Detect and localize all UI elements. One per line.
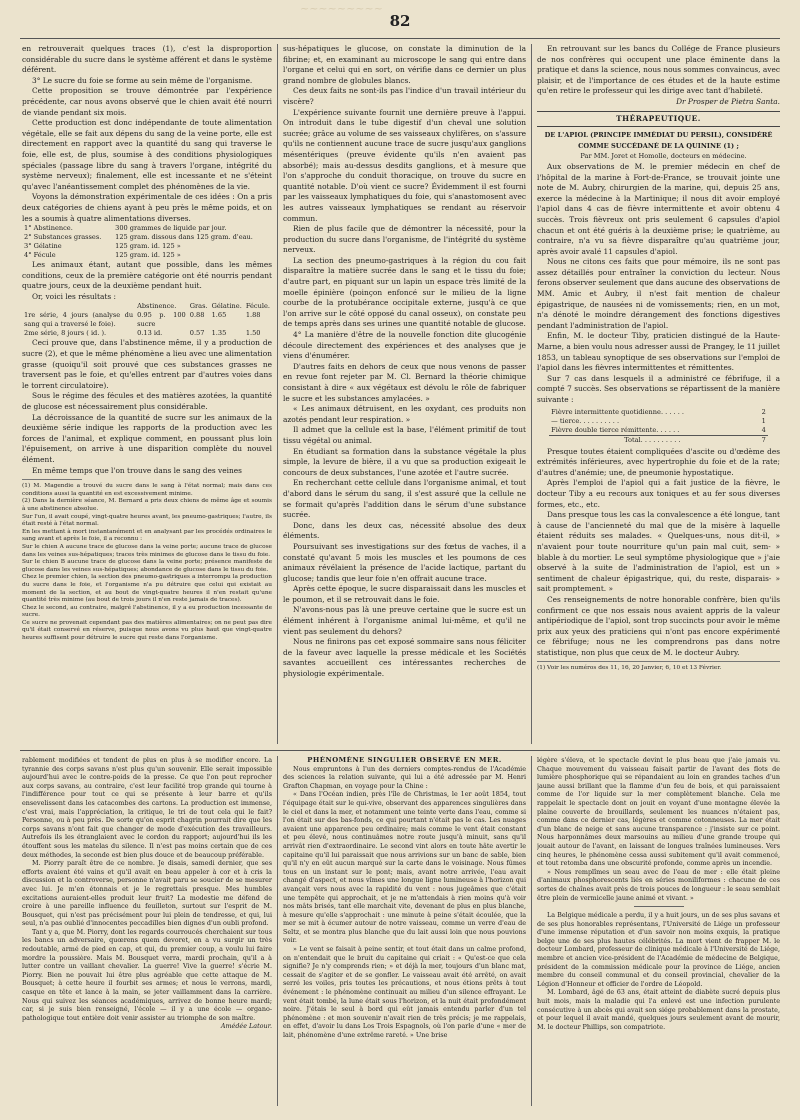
article-title: DE L'APIOL (PRINCIPE IMMÉDIAT DU PERSIL), CONSIDÉRÉ COMME SUCCÉDANÉ DE LA QUININE (1) ; [544,131,773,150]
paragraph: Les animaux étant, autant que possible, dans les mêmes conditions, ceux de la première catégorie ont été nourris pendant quatre jours, ceux de la deuxième pendant huit. [22,260,272,291]
paragraph: N'avons-nous pas là une preuve certaine que le sucre est un élément inhérent à l'organisme animal lui-même, et qu'il ne vient pas seulement du dehors? [283,605,526,636]
paragraph: « Les animaux détruisent, en les oxydant, ces produits non azotés pendant leur respiration. » [283,404,526,424]
table-row [549,417,768,426]
table-cell: 125 gram. dissous dans 125 gram. d'eau. [115,233,253,242]
table-row [22,311,272,329]
article-title: PHÉNOMÈNE SINGULIER OBSERVÉ EN MER. [307,756,502,764]
paragraph: sus-hépatiques le glucose, on constate la diminution de la fibrine; et, en examinant au microscope le sang qui entre dans l'organe et celui qui en sort, on vérifie dans ce dernier un plus grand nombre de globules blancs. [283,44,526,85]
total-label: Total. . . . . . . . . . [549,435,755,445]
table-cell: — tierce. . . . . . . . . . [551,416,620,425]
divider [634,906,684,907]
footnote: Chez le premier chien, la section des pneumo-gastriques a interrompu la production du sucre dans le foie, et l'organisme n'a pu détruire que celui qui existait au moment de la section, et au bout de vingt-quatre heures il n'en restait qu'une quantité très minime (au bout de trois jours il n'en reste jamais de traces). [22,574,272,604]
table-cell: 0.88 [189,311,205,320]
table-cell: 1.88 [245,311,261,320]
paragraph: 3° Le sucre du foie se forme au sein même de l'organisme. [32,75,253,85]
paragraph: rablement modifiées et tendent de plus en plus à se modifier encore. La tyrannie des corps savans n'est plus qu'un souvenir. Elle serait impossible aujourd'hui avec le contre-poids de la presse. Ce que l'on peut reprocher aux corps savans, au contraire, c'est leur facilité trop grande qui tourne à l'indifférence pour tout ce qui se présente à leur barre et qu'ils ensevelissent dans les catacombes des cartons. La production est immense, c'est vrai, mais l'appréciation, la critique, le tri de tout cela qui le fait? Personne, ou à peu près. De sorte qu'on esprit chagrin pourrait dire que les corps savans n'ont fait que changer de mode d'exécution des travailleurs. Autrefois ils les étranglaient avec le cordon du rapport; aujourd'hui ils les étouffent sous les matelas du silence. Il n'est pas moins certain que de ces deux méthodes, la seconde est bien plus douce et de beaucoup préférable. [22,756,272,859]
paragraph: Sous le régime des fécules et des matières azotées, la quantité de glucose est nécessairement plus considérable. [22,391,272,412]
paragraph: en retrouverait quelques traces (1), c'est la disproportion considérable du sucre dans le système afférent et dans le système déférent. [22,44,272,75]
table-cell: 125 gram. id. 125 » [115,251,181,260]
section-rule [20,750,780,751]
paragraph: Il admet que la cellule est la base, l'élément primitif de tout tissu végétal ou animal. [283,425,526,445]
table-cell: 0.13 id. [137,329,163,338]
paragraph: Ceci prouve que, dans l'abstinence même, il y a production de sucre (2), et que le même phénomène a lieu avec une alimentation grasse (quoiqu'il soit prouvé que ces substances grasses ne traversent pas le foie, et qu'elles entrent par d'autres voies dans le torrent circulatoire). [22,338,272,390]
table-cell: 2 [761,407,766,416]
table-cell: 125 gram. id. 125 » [115,242,181,251]
paragraph: M. Lombard, âgé de 63 ans, était atteint de diabète sucré depuis plus huit mois, mais la maladie qui l'a enlevé est une infection purulente consécutive à un abcès qui avait son siége probablement dans la prostate, et pour lequel il avait mandé, quelques jours seulement avant de mourir, M. le docteur Phillips, son compatriote. [537,988,780,1031]
table-row [22,224,272,233]
footnote: (1) Voir les numéros des 11, 16, 20 Janvier, 6, 10 et 13 Février. [537,665,722,672]
table-cell [22,302,135,311]
table-row [22,251,272,260]
paragraph: Cette production est donc indépendante de toute alimentation végétale, elle se fait aux dépens du sang de la veine porte, elle est directement en rapport avec la quantité du sang qui traverse le foie, elle est, de plus, soumise à des conditions physiologiques spéciales (passage libre du sang à travers l'organe, intégrité du système nerveux); finalement, elle est incessante et ne s'éteint qu'avec l'anéantissement complet des phénomènes de la vie. [22,118,272,191]
footnote: (2) Dans la dernière séance, M. Bernard a pris deux chiens de même âge et soumis à une abstinence absolue. [22,498,272,512]
paragraph: Enfin, M. le docteur Tiby, praticien distingué de la Haute-Marne, a bien voulu nous adresser aussi de Prangey, le 11 juillet 1853, un tableau synoptique de ses observations sur l'emploi de l'apiol dans les fièvres intermittentes et rémittentes. [537,331,780,373]
paragraph: Nous ne citons ces faits que pour mémoire, ils ne sont pas assez détaillés pour entraîner la conviction du lecteur. Nous ferons observer seulement que dans aucune des observations de MM. Amic et Aubry, il n'est fait mention de chaleur épigastrique, de nausées ni de vomissements; rien, en un mot, n'a dénoté le moindre dérangement des fonctions digestives pendant l'administration de l'apiol. [537,257,780,330]
paragraph: Dans presque tous les cas la convalescence a été longue, tant à cause de l'ancienneté du mal que de la misère à laquelle étaient réduits ses malades. « Quelques-uns, nous dit-il, » n'avaient pour toute nourriture qu'un pain mal cuit, sem- » blable à du mortier. Le seul symptôme physiologique que » j'aie observé à la suite de l'administration de l'apiol, est un » sentiment de chaleur épigastrique, qui, du reste, disparais- » sait promptement. » [537,510,780,594]
paragraph: » Nous remplîmes un seau avec de l'eau de mer : elle était pleine d'animaux phosphorescents liés en séries moniliformes : chacune de ces sortes de chaînes avait près de trois pouces de longueur : le seau semblait être plein de vermicelle jaune animé et vivant. » [537,867,780,902]
obituary-column [537,756,780,1106]
footnote: En les mettant à mort instantanément et en analysant par les procédés ordinaires le sang avant et après le foie, il a reconnu : [22,528,272,543]
column-3 [537,44,780,744]
column-divider [277,44,278,744]
paragraph: légère s'éleva, et le spectacle devint le plus beau que j'aie jamais vu. Chaque mouvement du vaisseau faisait partir de l'avant des flots de lumière phosphorique qui se répandaient au loin en grandes taches d'un jaune aussi brillant que la flamme d'un feu de bois, et qui paraissaient comme de l'or liquide sur la mer complètement blanche. Cela me rappelait le spectacle dont on jouit en voyant d'une montagne élevée la plaine couverte de brouillards, seulement les nuances n'étaient pas, comme dans ce dernier cas, légères et comme cotonneuses. La mer était d'un blanc de neige et sans aucune transparence : j'insiste sur ce point. Nous harponnâmes deux marsouins au milieu d'une grande troupe qui jouait autour de l'avant, en laissant de longues traînées lumineuses. Vers cinq heures, le phénomène cessa aussi subitement qu'il avait commencé, et tout retomba dans une obscurité profonde, comme après un incendie. [537,756,780,868]
footnote-rule [22,479,82,480]
table-cell: 2° Substances grasses. [24,233,102,242]
table-cell: 300 grammes de liquide par jour. [115,224,227,233]
table-row [22,233,272,242]
column-divider [531,756,532,1106]
table-row [22,329,272,338]
footnote: (1) M. Magendie a trouvé du sucre dans le sang à l'état normal; mais dans ces conditions aussi la quantité en est excessivement minime. [22,483,272,497]
column-divider [531,44,532,744]
header-rule [20,38,780,39]
signature: Dr Prosper de Pietra Santa. [676,96,780,106]
paragraph: Rien de plus facile que de démontrer la nécessité, pour la production du sucre dans l'organisme, de l'intégrité du système nerveux. [283,224,526,255]
paragraph: La décroissance de la quantité de sucre sur les animaux de la deuxième série indique les rapports de la production avec les forces de l'animal, et explique comment, en poussant plus loin l'épuisement, on arrive à une disparition complète du nouvel élément. [22,412,272,464]
table-row [549,408,768,417]
paragraph: La section des pneumo-gastriques à la région du cou fait disparaître la matière sucrée dans le sang et le tissu du foie; d'autre part, en piquant sur un lapin un espace très limité de la moelle épinière (poinçon enfoncé sur le milieu de la ligne courbe de la protubérance occipitale externe, jusqu'à ce que l'on arrive sur le côté opposé du canal osseux), on constate peu de temps après dans ses urines une quantité notable de glucose. [283,255,526,329]
footnote: Sur le chien A aucune trace de glucose dans la veine porte; aucune trace de glucose dans les veines sus-hépatiques; traces très minimes de glucose dans le tissu du foie. [22,543,272,558]
paragraph: Ces renseignements de notre honorable confrère, bien qu'ils confirment ce que nos essais nous avaient appris de la valeur antipériodique de l'apiol, sont trop succincts pour avoir le même prix aux yeux des praticiens qui n'ont pas encore expérimenté ce fébrifuge; nous ne les comprendrons pas dans notre statistique, non plus que ceux de M. le docteur Aubry. [537,594,780,657]
paragraph: La Belgique médicale a perdu, il y a huit jours, un de ses plus savans et de ses plus honorables représentans, l'Université de Liége un professeur d'une immense réputation et d'un savoir non moins exquis, la pratique belge une de ses plus hautes célébrités. La mort vient de frapper M. le docteur Lombard, professeur de clinique médicale à l'Université de Liége, membre et ancien vice-président de l'Académie de médecine de Belgique, président de la commission médicale pour la province de Liége, ancien membre du conseil communal et du conseil provincial, chevalier de la Légion d'Honneur et officier de l'ordre de Léopold. [537,911,780,988]
table-cell: 1° Abstinence. [24,224,73,233]
table-cell: 1.65 [211,311,227,320]
table-cell: 4° Fécule [24,251,56,260]
section-title: THÉRAPEUTIQUE. [616,113,701,123]
paragraph: En étudiant sa formation dans la substance végétale la plus simple, la levure de bière, il a vu que sa production exigeait le concours de deux substances, l'une azotée et l'autre sucrée. [283,446,526,477]
table-cell: Fécule. [245,302,270,311]
footnote-rule [537,661,780,662]
paragraph: Après cette époque, le sucre disparaissait dans les muscles et le poumon, et il se retrouvait dans le foie. [283,584,526,604]
table-cell: 0.57 [189,329,205,338]
table-cell: 4 [761,425,766,434]
column-divider [277,756,278,1106]
paragraph: Or, voici les résultats : [32,291,116,301]
paragraph: En recherchant cette cellule dans l'organisme animal, et tout d'abord dans le sérum du sang, il s'est assuré que la cellule ne se formait qu'après l'addition dans le sérum d'une substance sucrée. [283,478,526,520]
paragraph: D'autres faits en dehors de ceux que nous venons de passer en revue font rejeter par M. Cl. Bernard la théorie chimique consistant à dire « aux végétaux est dévolu le rôle de fabriquer le sucre et les substances amylacées. » [283,361,526,403]
masthead [0,0,800,30]
paragraph: Voyons la démonstration expérimentale de ces idées : On a pris deux catégories de chiens ayant à peu près le même poids, et on les a soumis à quatre alimentations diverses. [22,192,272,223]
paragraph: Tant y a, que M. Piorry, dont les regards courroucés cherchaient sur tous les bancs un adversaire, quœrens quem devoret, en a vu surgir un très redoutable, armé de pied en cap, et qui, du premier coup, a voulu lui faire mordre la poussière. Mais M. Bousquet verra, mardi prochain, qu'il a à lutter contre un vaillant chevalier. La guerre! Vive la guerre! s'écrie M. Piorry. Bien ne pouvait lui être plus agréable que cette attaque de M. Bousquet; à cette heure il fourbit ses armes; et nous le verrons, mardi, casque en tête et lance à la main, se jeter vaillamment dans la carrière. Nous qui suivez les séances académiques, arrivez de bonne heure mardi; car, si je suis bien renseigné, l'école — il y a une école — organo-pathologique tout entière doit venir assister au triomphe de son maître. [22,927,272,1022]
signature: Amédée Latour. [220,1022,272,1031]
column-1 [22,44,272,744]
fever-table [549,408,768,445]
byline: Par MM. Joret et Homolle, docteurs en médecine. [580,152,747,161]
sea-phenomenon-column [283,756,526,1106]
paragraph: « Dans l'Océan indien, près l'île de Christmas, le 1er août 1854, tout l'équipage était sur le qui-vive, observant des apparences singulières dans le ciel et dans la mer, et notamment une teinte verte dans l'eau, comme si l'on était sur des bas-fonds, ce qui pourtant n'était pas le cas. Les nuages avaient une apparence peu ordinaire; mais comme le vent était constant et peu élevé, nous continuâmes notre route jusqu'à minuit, sans qu'il arrivât rien d'extraordinaire. Le second vint alors en toute hâte avertir le capitaine qu'il lui paraissait que nous arrivions sur un banc de sable, bien qu'il n'y en eût aucun marqué sur la carte dans le voisinage. Nous fûmes tous en un instant sur le pont; mais, avant notre arrivée, l'eau avait changé d'aspect, et nous vîmes une longue ligne lumineuse à l'horizon qui avançait vers nous avec la rapidité du vent : nous jugeâmes que c'était une tempête qui approchait, et je ne m'attendais à rien moins qu'à voir nos mâts brisés, tant elle marchait vite, devenant de plus en plus blanche, à mesure qu'elle s'approchait : une minute à peine s'était écoulée, que la mer se mit à écumer autour de notre vaisseau, comme un verre d'eau de Seltz, et se montra plus blanche que du lait aussi loin que nous pouvions voir. [283,790,526,945]
paragraph: En retrouvant sur les bancs du Collége de France plusieurs de nos confrères qui occupent une place éminente dans la pratique et dans la science, nous nous sommes convaincus, avec plaisir, et de l'importance de ces études et de la haute estime qu'en retire le professeur qui les dirige avec tant d'habileté. [537,44,780,96]
table-cell: 1 [761,416,766,425]
paragraph: Donc, dans les deux cas, nécessité absolue des deux éléments. [283,520,526,541]
paragraph: Cette proposition se trouve démontrée par l'expérience précédente, car nous avons observé que le chien avait été nourri de viande pendant six mois. [22,86,272,117]
footnote: Chez le second, au contraire, malgré l'abstinence, il y a eu production incessante de sucre. [22,604,272,619]
table-cell: 0.95 p. 100 sucre [137,311,186,329]
paragraph: Poursuivant ses investigations sur des fœtus de vaches, il a constaté qu'avant 5 mois les muscles et les poumons de ces animaux révélaient la présence de l'acide lactique, partant du glucose; tandis que leur foie n'en offrait aucune trace. [283,541,526,583]
table-cell: Gras. [189,302,208,311]
table-cell: 1.50 [245,329,261,338]
paragraph: Nous empruntons à l'un des derniers comptes-rendus de l'Académie des sciences la relation suivante, qui lui a été adressée par M. Henri Grafton Chapman, en voyage pour la Chine : [283,764,526,790]
feuilleton-column [22,756,272,1106]
paragraph: Après l'emploi de l'apiol qui a fait justice de la fièvre, le docteur Tiby a eu recours aux toniques et au fer sous diverses formes, etc., etc. [537,478,780,509]
paragraph: Presque toutes étaient compliquées d'ascite ou d'œdème des extrémités inférieures, avec hypertrophie du foie et de la rate; d'autres d'anémie; une, de pneumonie hypostatique. [537,446,780,477]
column-2 [283,44,526,744]
table-cell: Fièvre double tierce rémittente. . . . . . [551,425,680,434]
paragraph: » Le vent se faisait à peine sentir, et tout était dans un calme profond, on n'entendait que le bruit du capitaine qui criait : « Qu'est-ce que cela signifie? Je n'y comprends rien; » et déjà la mer, toujours d'un blanc mat, cessait de s'agiter et de se gonfler. Le vaisseau avait été arrêté, on avait serré les voiles, pris toutes les précautions, et nous étions prêts à tout événement : le phénomène continuait au milieu d'un silence effrayant. Le vent était tombé, la lune était sous l'horizon, et la nuit était profondément noire. J'étais le seul à bord qui eût jamais entendu parler d'un tel phénomène : et mon souvenir n'avait rien de très précis; je me rappelais, en effet, d'avoir lu dans Los Trois Espagnols, où l'on parle d'une « mer de lait, phénomène d'une extrême rareté. » Une brise [283,945,526,1039]
paragraph: Nous ne finirons pas cet exposé sommaire sans nous féliciter de la faveur avec laquelle la presse médicale et les Sociétés savantes accueillent ces intéressantes recherches de physiologie expérimentale. [283,637,526,679]
paragraph: Ces deux faits ne sont-ils pas l'indice d'un travail intérieur du viscère? [283,86,526,106]
footnote: Sur le chien B aucune trace de glucose dans la veine porte; présence manifeste de glucose dans les veines sus-hépatiques; abondance de glucose dans le tissu du foie. [22,559,272,573]
paragraph: M. Piorry paraît être de ce nombre. Je disais, samedi dernier, que ses efforts avaient été vains et qu'il avait en beau appeler à cor et à cris la discussion et la controverse, personne n'avait paru se soucier de se mesurer avec lui. Je m'en étonnais et je le regrettais presque. Mes humbles excitations auraient-elles produit leur fruit? La modestie me défend de croire à une pareille influence du feuilleton, surtout sur l'esprit de M. Bousquet, qui n'est pas précisément pour lui plein de tendresse, et qui, lui seul, n'a pas oublié d'innocentes peccadilles bien dignes d'un oubli profond. [22,859,272,928]
table-cell: Abstinence. [137,302,177,311]
table-cell: 3° Gélatine [24,242,62,251]
table-total-row [549,435,768,445]
results-table [22,302,272,338]
paragraph: Sur 7 cas dans lesquels il a administré ce fébrifuge, il a compté 7 succès. Ses observations se répartissent de la manière suivante : [537,373,780,404]
diet-table [22,224,272,260]
table-cell: Fièvre intermittente quotidienne. . . . . . [551,407,685,416]
table-row [22,242,272,251]
page-number: 82 [389,12,411,30]
table-cell: 2me série, 8 jours ( id. ). [24,329,107,338]
paragraph: 4° La manière d'être de la nouvelle fonction dite glucogénie découle directement des expériences et des analyses que je viens d'énumérer. [283,330,526,361]
total-value: 7 [755,435,767,445]
footnote: Ce sucre ne provenait cependant pas des matières alimentaires; on ne peut pas dire qu'il était conservé en réserve, puisque nous avons vu plus haut que vingt-quatre heures suffisent pour détruire le sucre qui reste dans l'organisme. [22,619,272,642]
bleed-through-text: ~~~~~~~~~ [300,2,383,15]
table-row [549,426,768,436]
footnote: Sur l'un, il avait coupé, vingt-quatre heures avant, les pneumo-gastriques; l'autre, ils était resté à l'état normal. [22,513,272,528]
table-cell: 1re série, 4 jours (analyse du sang qui a traversé le foie). [24,311,134,329]
paragraph: L'expérience suivante fournit une dernière preuve à l'appui. On introduit dans le tube digestif d'un cheval une solution sucrée; grâce au volume de ses vaisseaux chylifères, on s'assure qu'ils ne contiennent aucune trace de sucre jusqu'aux ganglions mésentériques (preuve évidente qu'ils n'en avaient pas absorbé); mais au-dessus desdits ganglions, et à mesure que l'on s'approche du conduit thoracique, on trouve du sucre en quantité notable. D'où vient ce sucre? Évidemment il est fourni par les vaisseaux lymphatiques du foie, qui s'anastomosent avec les autres vaisseaux lymphatiques se rendant au réservoir commun. [283,107,526,223]
table-header-row [22,302,272,311]
table-cell: 1.35 [211,329,227,338]
paragraph: En même temps que l'on trouve dans le sang des veines [32,465,242,475]
table-cell: Gélatine. [211,302,242,311]
section-header [537,111,780,128]
paragraph: Aux observations de M. le premier médecin en chef de l'hôpital de la marine à Fort-de-France, se trouvait jointe une note de M. Aubry, chirurgien de la marine, qui, depuis 25 ans, exerce la médecine à la Martinique; il nous dit avoir employé l'apiol dans 4 cas de fièvre intermittente et avoir obtenu 4 succès. Trois fièvreux ont pris seulement 6 capsules d'apiol chacun et ont été guéris à la deuxième prise; le quatrième, au contraire, n'a vu sa fièvre disparaître qu'au quatrième jour, après avoir avalé 11 capsules d'apiol. [537,161,780,256]
